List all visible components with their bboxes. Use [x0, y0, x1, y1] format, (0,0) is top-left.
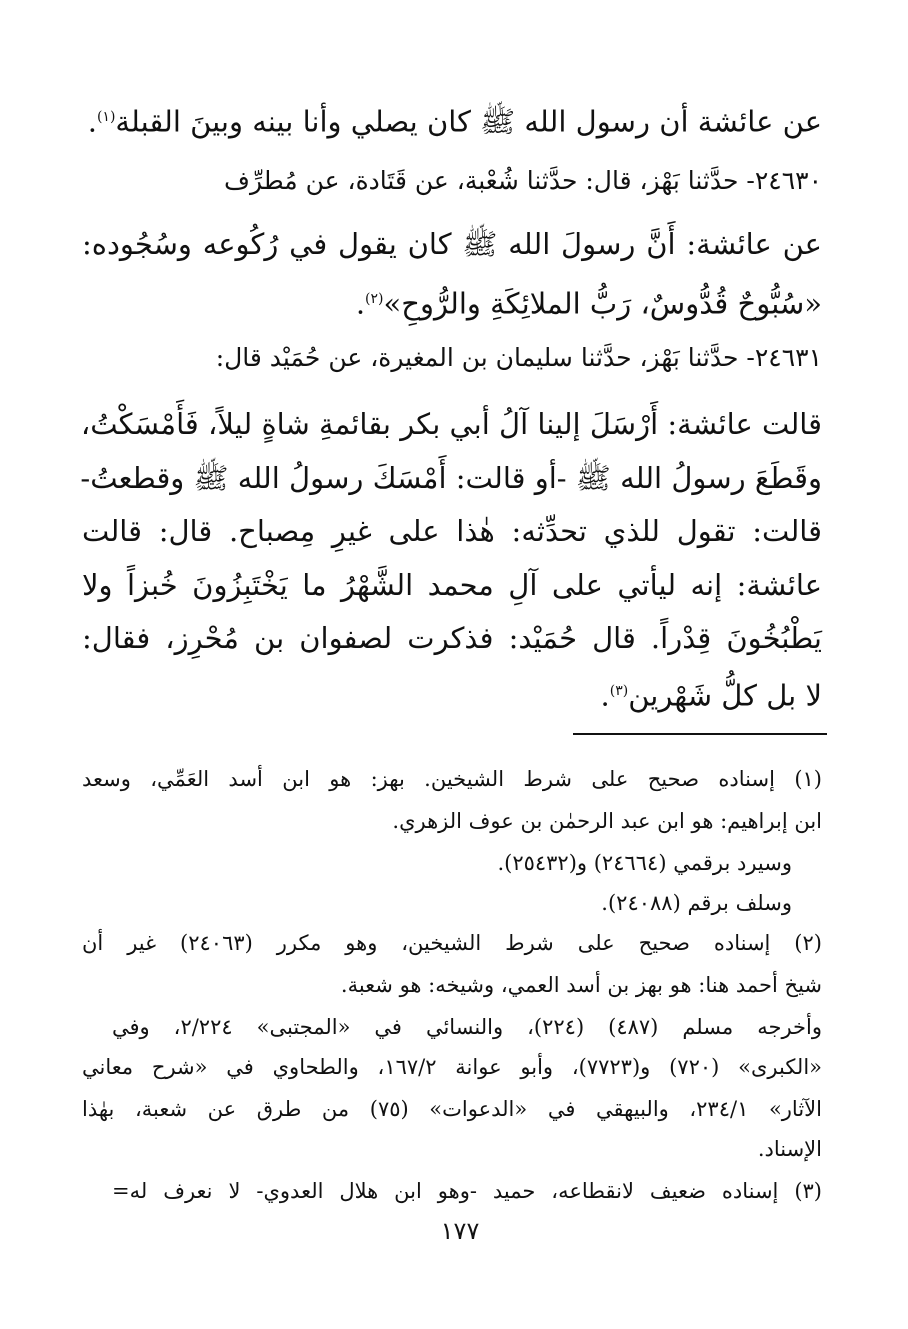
page-number: ١٧٧ — [440, 1217, 480, 1245]
footnote-2-line-1: (٢) إسناده صحيح على شرط الشيخين، وهو مكرر (٢٤٠٦٣) غير أن — [82, 931, 822, 955]
footnote-marker-1: (١) — [96, 109, 116, 125]
footnote-1-line-4: وسلف برقم (٢٤٠٨٨). — [601, 891, 792, 915]
footnote-2-line-2: شيخ أحمد هنا: هو بهز بن أسد العمي، وشيخه: هو شعبة. — [340, 973, 822, 997]
main-line-4: «سُبُّوحٌ قُدُّوسٌ، رَبُّ الملائِكَةِ والرُّوحِ»$^{(٢)}$. — [355, 286, 822, 321]
hadith-24631-isnad: ٢٤٦٣١- حدَّثنا بَهْز، حدَّثنا سليمان بن المغيرة، عن حُمَيْد قال: — [215, 343, 822, 372]
main-line-10: يَطْبُخُونَ قِدْراً. قال حُمَيْد: فذكرت لصفوان بن مُحْرِز، فقال: — [82, 621, 822, 655]
footnote-2-line-6: الإسناد. — [757, 1137, 822, 1161]
footnote-3-line-1: (٣) إسناده ضعيف لانقطاعه، حميد -وهو ابن هلال العدوي- لا نعرف له= — [112, 1179, 822, 1203]
footnote-marker-2: (٢) — [365, 291, 384, 307]
footnote-1-line-1: (١) إسناده صحيح على شرط الشيخين. بهز: هو ابن أسد العَمِّي، وسعد — [82, 767, 822, 791]
hadith-24630-isnad: ٢٤٦٣٠- حدَّثنا بَهْز، قال: حدَّثنا شُعْبة، عن قَتَادة، عن مُطرِّف — [224, 166, 822, 195]
main-line-11: لا بل كلُّ شَهْرين$^{(٣)}$. — [600, 678, 822, 713]
main-line-8: قالت: تقول للذي تحدِّثه: هٰذا على غيرِ مِصباح. قال: قالت — [82, 514, 822, 548]
main-line-3: عن عائشة: أَنَّ رسولَ الله ﷺ كان يقول في رُكُوعه وسُجُوده: — [82, 227, 822, 261]
footnote-1-line-3: وسيرد برقمي (٢٤٦٦٤) و(٢٥٤٣٢). — [497, 851, 792, 875]
main-line-7: وقَطَعَ رسولُ الله ﷺ -أو قالت: أَمْسَكَ رسولُ الله ﷺ وقطعتُ- — [80, 461, 822, 495]
footnote-1-line-2: ابن إبراهيم: هو ابن عبد الرحمٰن بن عوف الزهري. — [392, 809, 822, 833]
footnote-2-line-5: الآثار» ٢٣٤/١، والبيهقي في «الدعوات» (٧٥) من طرق عن شعبة، بهٰذا — [82, 1097, 822, 1121]
main-line-1: عن عائشة أن رسول الله ﷺ كان يصلي وأنا بينه وبينَ القبلة$^{(١)}$. — [87, 104, 822, 139]
footnote-marker-3: (٣) — [609, 683, 629, 699]
footnote-2-line-4: «الكبرى» (٧٢٠) و(٧٧٢٣)، وأبو عوانة ١٦٧/٢، والطحاوي في «شرح معاني — [82, 1055, 823, 1079]
main-line-9: عائشة: إنه ليأتي على آلِ محمد الشَّهْرُ ما يَخْتَبِزُونَ خُبزاً ولا — [82, 568, 822, 602]
footnote-2-line-3: وأخرجه مسلم (٤٨٧) (٢٢٤)، والنسائي في «المجتبى» ٢/٢٢٤، وفي — [112, 1015, 823, 1039]
main-line-6: قالت عائشة: أَرْسَلَ إلينا آلُ أبي بكر بقائمةِ شاةٍ ليلاً، فَأَمْسَكْتُ، — [80, 407, 822, 441]
footnote-separator — [573, 733, 827, 735]
